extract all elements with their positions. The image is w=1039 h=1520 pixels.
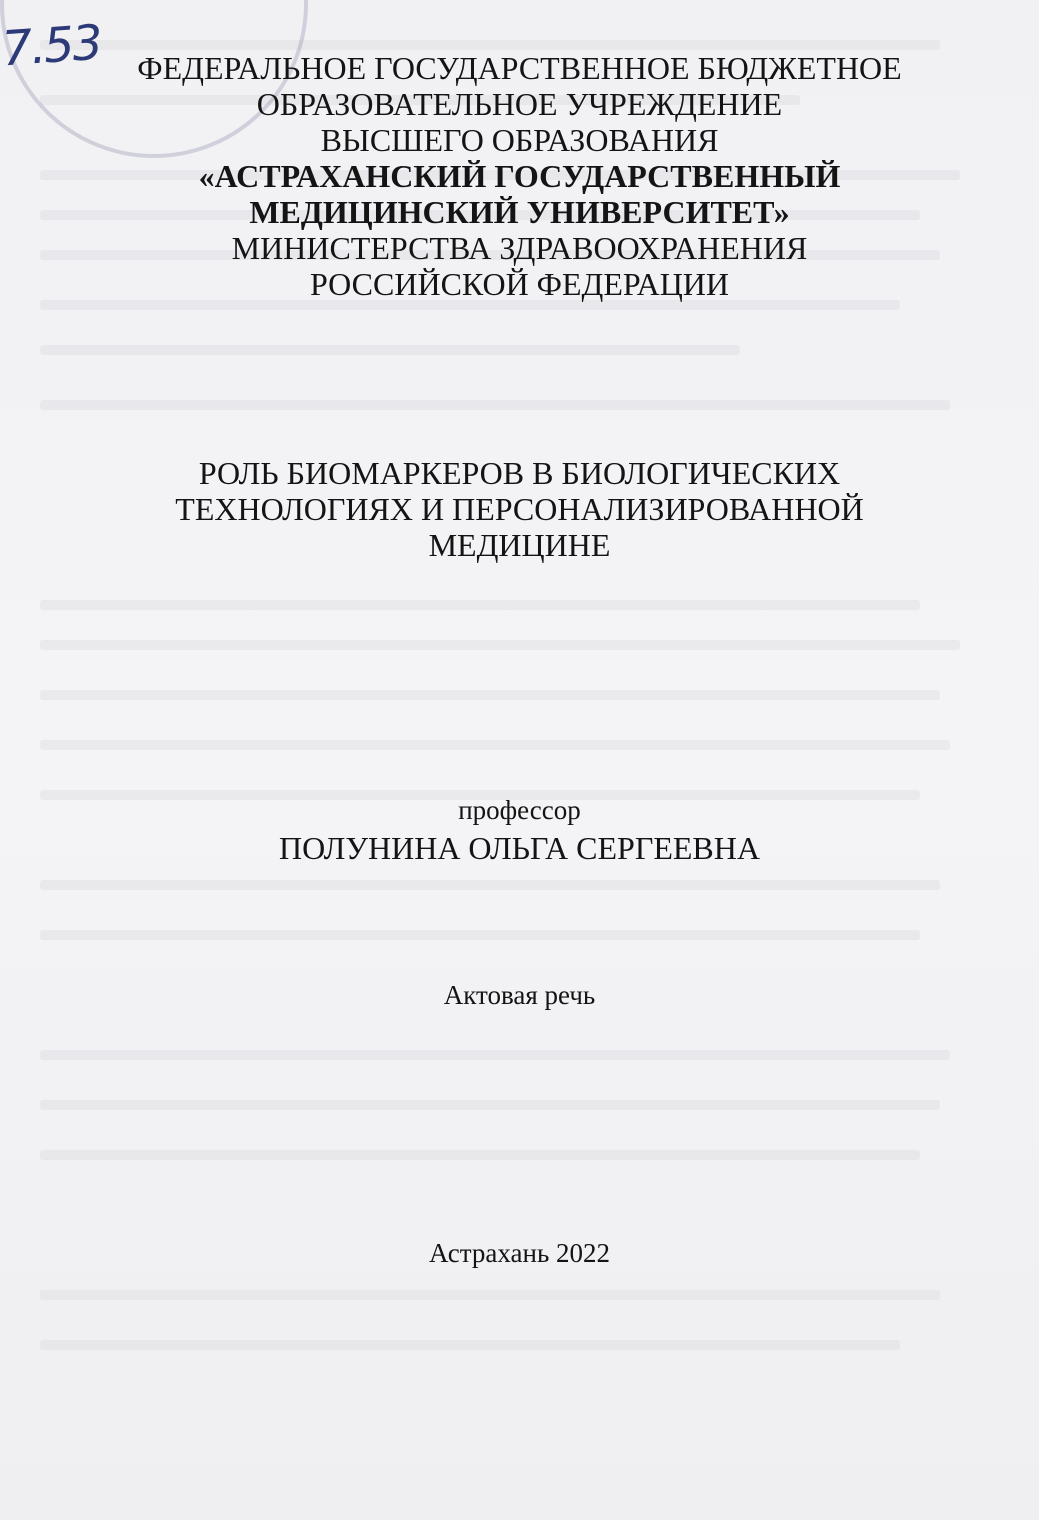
institution-header [0,50,1039,302]
document-type: Актовая речь [443,980,596,1010]
handwritten-note: 7.53 [0,14,103,78]
header-line: ВЫСШЕГО ОБРАЗОВАНИЯ [320,122,719,158]
title-line: РОЛЬ БИОМАРКЕРОВ В БИОЛОГИЧЕСКИХ [198,455,841,491]
author-rank: профессор [458,795,581,825]
header-line: РОССИЙСКОЙ ФЕДЕРАЦИИ [309,266,730,302]
document-title [0,455,1039,563]
city-year: Астрахань 2022 [428,1238,611,1268]
header-line: МИНИСТЕРСТВА ЗДРАВООХРАНЕНИЯ [231,230,808,266]
header-line: ФЕДЕРАЛЬНОЕ ГОСУДАРСТВЕННОЕ БЮДЖЕТНОЕ [137,50,902,86]
title-line: ТЕХНОЛОГИЯХ И ПЕРСОНАЛИЗИРОВАННОЙ [175,491,864,527]
title-line: МЕДИЦИНЕ [428,527,611,563]
header-line: ОБРАЗОВАТЕЛЬНОЕ УЧРЕЖДЕНИЕ [256,86,783,122]
author-name: ПОЛУНИНА ОЛЬГА СЕРГЕЕВНА [279,830,760,866]
header-line-university: «АСТРАХАНСКИЙ ГОСУДАРСТВЕННЫЙ [198,158,841,194]
header-line-university: МЕДИЦИНСКИЙ УНИВЕРСИТЕТ» [249,194,790,230]
